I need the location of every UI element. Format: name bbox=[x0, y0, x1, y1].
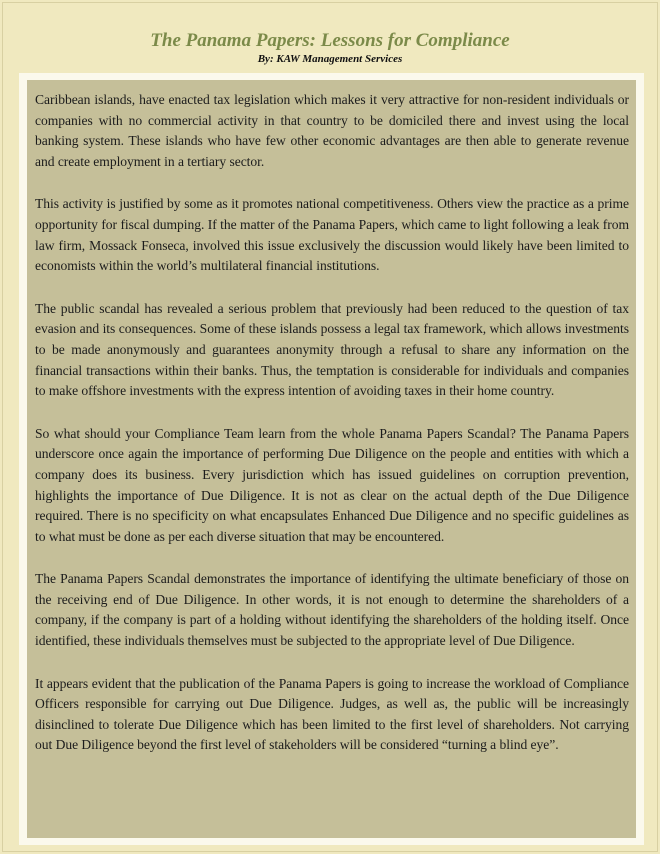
content-panel bbox=[27, 80, 636, 838]
paragraph-3: The public scandal has revealed a serious problem that previously had been reduced to the question of tax evasion and its consequences. Some of these islands possess a legal tax framework, which allows investments to be made anonymously and guarantees anonymity through a refusal to share any information on the financial transactions within their banks. Thus, the temptation is considerable for individuals and companies to make offshore investments with the express intention of avoiding taxes in their home country. bbox=[35, 300, 629, 399]
paragraph-6: It appears evident that the publication of the Panama Papers is going to increase the workload of Compliance Officers responsible for carrying out Due Diligence. Judges, as well as, the public will be increasingly disinclined to tolerate Due Diligence which has been limited to the first level of shareholders. Not carrying out Due Diligence beyond the first level of stakeholders will be considered “turning a blind eye”. bbox=[35, 675, 629, 753]
paragraph-5: The Panama Papers Scandal demonstrates the importance of identifying the ultimate beneficiary of those on the receiving end of Due Diligence. In other words, it is not enough to determine the shareholders of a company, if the company is part of a holding without identifying the shareholders of the holding itself. Once identified, these individuals themselves must be subjected to the appropriate level of Due Diligence. bbox=[35, 571, 629, 649]
document-title: The Panama Papers: Lessons for Compliance bbox=[150, 30, 510, 51]
document-header bbox=[0, 30, 660, 66]
paragraph-1: Caribbean islands, have enacted tax legislation which makes it very attractive for non-resident individuals or companies with no commercial activity in that country to be domiciled there and invest using the local banking system. These islands who have few other economic advantages are then able to generate revenue and create employment in a tertiary sector. bbox=[35, 92, 629, 169]
paragraph-4: So what should your Compliance Team learn from the whole Panama Papers Scandal? The Panama Papers underscore once again the importance of performing Due Diligence on the people and entities with which a company does its business. Every jurisdiction which has issued guidelines on corruption prevention, highlights the importance of Due Diligence. It is not as clear on the actual depth of the Due Diligence required. There is no specificity on what encapsulates Enhanced Due Diligence and no specific guidelines as to what must be done as per each diverse situation that may be encountered. bbox=[35, 425, 629, 544]
document-byline: By: KAW Management Services bbox=[257, 53, 403, 65]
content-frame bbox=[19, 73, 644, 845]
paragraph-2: This activity is justified by some as it promotes national competitiveness. Others view the practice as a prime opportunity for fiscal dumping. If the matter of the Panama Papers, which came to light following a leak from law firm, Mossack Fonseca, involved this issue exclusively the discussion would likely have been limited to economists within the world’s multilateral financial institutions. bbox=[35, 196, 629, 274]
